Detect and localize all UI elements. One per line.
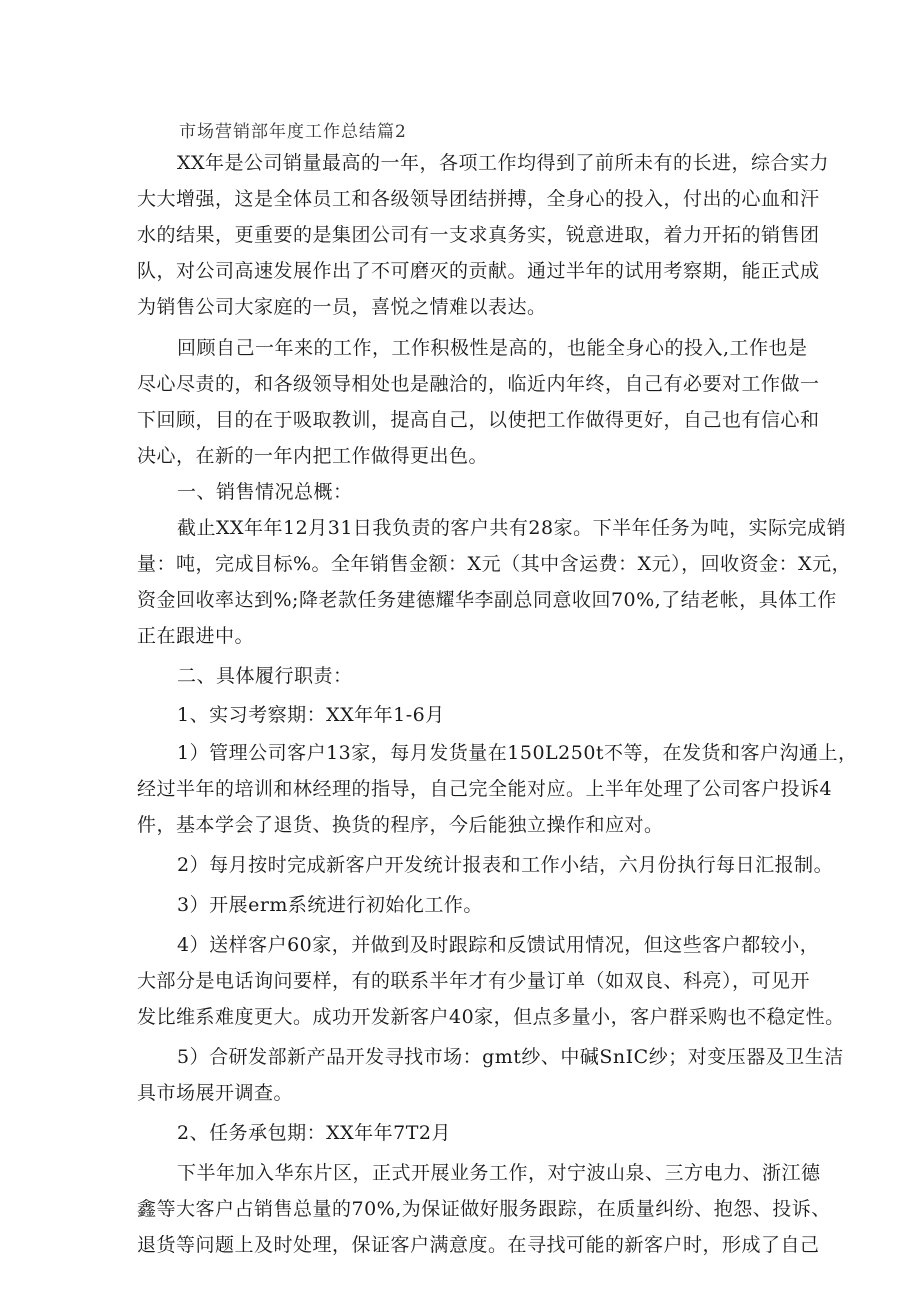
paragraph-line: 具市场展开调查。	[137, 1082, 294, 1104]
subsection-heading: 2、任务承包期：XX年年7T2月	[177, 1122, 451, 1144]
paragraph-line: XX年是公司销量最高的一年，各项工作均得到了前所未有的长进，综合实力	[177, 152, 830, 174]
paragraph-line: 量：吨，完成目标%。全年销售金额：X元（其中含运费：X元），回收资金：X元，	[137, 553, 852, 575]
paragraph-line: 决心，在新的一年内把工作做得更出色。	[137, 445, 489, 467]
paragraph-line: 为销售公司大家庭的一员，喜悦之情难以表达。	[137, 296, 547, 318]
paragraph-line: 3）开展erm系统进行初始化工作。	[177, 894, 483, 916]
paragraph-line: 正在跟进中。	[137, 625, 255, 647]
paragraph-line: 截止XX年年12月31日我负责的客户共有28家。下半年任务为吨，实际完成销	[177, 517, 847, 539]
paragraph-line: 大部分是电话询问要样，有的联系半年才有少量订单（如双良、科亮），可见开	[137, 970, 811, 992]
section-heading: 二、具体履行职责：	[177, 665, 353, 687]
paragraph-line: 回顾自己一年来的工作，工作积极性是高的，也能全身心的投入,工作也是	[177, 337, 808, 359]
paragraph-line: 大大增强，这是全体员工和各级领导团结拼搏，全身心的投入，付出的心血和汗	[137, 188, 820, 210]
paragraph-line: 尽心尽责的，和各级领导相处也是融洽的，临近内年终，自己有必要对工作做一	[137, 373, 820, 395]
paragraph-line: 下半年加入华东片区，正式开展业务工作，对宁波山泉、三方电力、浙江德	[177, 1162, 821, 1184]
paragraph-line: 发比维系难度更大。成功开发新客户40家，但点多量小，客户群采购也不稳定性。	[137, 1006, 845, 1028]
paragraph-line: 资金回收率达到%;降老款任务建德耀华李副总同意收回70%,了结老帐，具体工作	[137, 589, 837, 611]
paragraph-line: 5）合研发部新产品开发寻找市场：gmt纱、中碱SnIC纱；对变压器及卫生洁	[177, 1046, 844, 1068]
paragraph-line: 1）管理公司客户13家，每月发货量在150L250t不等，在发货和客户沟通上，	[177, 742, 858, 764]
paragraph-line: 水的结果，更重要的是集团公司有一支求真务实，锐意进取，着力开拓的销售团	[137, 224, 820, 246]
paragraph-line: 2）每月按时完成新客户开发统计报表和工作小结，六月份执行每日汇报制。	[177, 854, 834, 876]
paragraph-line: 件，基本学会了退货、换货的程序，今后能独立操作和应对。	[137, 814, 664, 836]
paragraph-line: 经过半年的培训和林经理的指导，自己完全能对应。上半年处理了公司客户投诉4	[137, 778, 833, 800]
paragraph-line: 4）送样客户60家，并做到及时跟踪和反馈试用情况，但这些客户都较小，	[177, 934, 820, 956]
paragraph-line: 退货等问题上及时处理，保证客户满意度。在寻找可能的新客户时，形成了自己	[137, 1234, 820, 1256]
document-title: 市场营销部年度工作总结篇2	[179, 122, 407, 142]
paragraph-line: 下回顾，目的在于吸取教训，提高自己，以使把工作做得更好，自己也有信心和	[137, 409, 820, 431]
section-heading: 一、销售情况总概：	[177, 481, 353, 503]
paragraph-line: 鑫等大客户占销售总量的70%,为保证做好服务跟踪，在质量纠纷、抱怨、投诉、	[137, 1198, 831, 1220]
subsection-heading: 1、实习考察期：XX年年1-6月	[177, 704, 445, 726]
paragraph-line: 队，对公司高速发展作出了不可磨灭的贡献。通过半年的试用考察期，能正式成	[137, 260, 820, 282]
